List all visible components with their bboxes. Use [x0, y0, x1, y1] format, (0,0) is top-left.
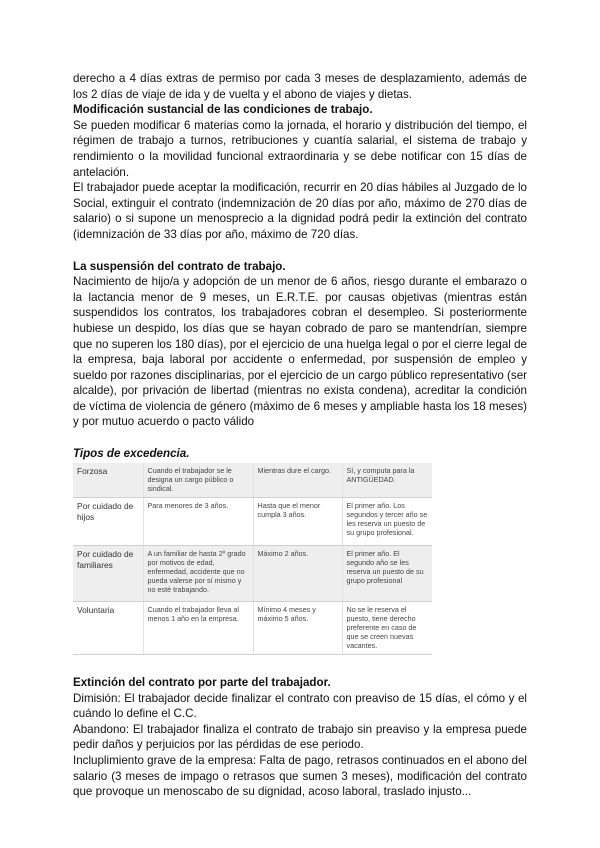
table-cell-reserve: Sí, y computa para la ANTIGÜEDAD.: [342, 463, 432, 498]
modificacion-paragraph-2: El trabajador puede aceptar la modificación, recurrir en 20 días hábiles al Juzgado de lo Social, extinguir el contrato (indemnización de 20 días por año, máximo de 270 días de salario) o si supone un menosprecio a la dignidad podrá pedir la extinción del contrato (idemnización de 33 días por año, máximo de 720 días.: [73, 181, 527, 241]
table-row: [73, 463, 432, 498]
table-cell-condition: Cuando el trabajador se le designa un cargo público o sindical.: [143, 463, 253, 498]
extincion-abandono: Abandono: El trabajador finaliza el contrato de trabajo sin preaviso y la empresa puede pedir daños y perjuicios por las pérdidas de ese periodo.: [73, 722, 527, 752]
table-cell-reserve: No se le reserva el puesto, tiene derecho preferente en caso de que se creen nuevas vacantes.: [342, 602, 432, 655]
suspension-heading: La suspensión del contrato de trabajo.: [73, 259, 286, 273]
table-cell-type: Por cuidado de familiares: [73, 546, 143, 602]
modificacion-heading: Modificación sustancial de las condiciones de trabajo.: [73, 103, 373, 117]
excedencia-table: [73, 463, 432, 655]
table-cell-reserve: El primer año. Los segundos y tercer año se les reserva un puesto de su grupo profesional.: [342, 498, 432, 546]
extincion-heading: Extinción del contrato por parte del trabajador.: [73, 676, 331, 690]
table-cell-reserve: El primer año. El segundo año se les reserva un puesto de su grupo profesional: [342, 546, 432, 602]
intro-paragraph: derecho a 4 días extras de permiso por cada 3 meses de desplazamiento, además de los 2 días de viaje de ida y de vuelta y el abono de viajes y dietas.: [73, 72, 527, 101]
table-cell-duration: Hasta que el menor cumpla 3 años.: [253, 498, 342, 546]
suspension-paragraph: Nacimiento de hijo/a y adopción de un menor de 6 años, riesgo durante el embarazo o la lactancia menor de 9 meses, un E.R.T.E. por causas objetivas (mientras están suspendidos los contratos, los trabajadores cobran el desempleo. Si posteriormente hubiese un despido, los días que se hayan cobrado de paro se mantendrían, siempre que no superen los 180 días), por el ejercicio de una huelga legal o por el cierre legal de la empresa, baja laboral por accidente o enfermedad, por suspensión de empleo y sueldo por razones disciplinarias, por el ejercicio de un cargo público representativo (ser alcalde), por privación de libertad (mientras no exista condena), acreditar la condición de víctima de violencia de género (máximo de 6 meses y ampliable hasta los 18 meses) y por mutuo acuerdo o pacto válido: [73, 275, 527, 429]
table-cell-type: Forzosa: [73, 463, 143, 498]
table-cell-condition: Cuando el trabajador lleva al menos 1 año en la empresa.: [143, 602, 253, 655]
table-row: [73, 498, 432, 546]
table-cell-condition: Para menores de 3 años.: [143, 498, 253, 546]
table-cell-duration: Mínimo 4 meses y máximo 5 años.: [253, 602, 342, 655]
extincion-dimision: Dimisión: El trabajador decide finalizar el contrato con preaviso de 15 días, el cómo y el cuándo lo define el C.C.: [73, 691, 527, 721]
table-cell-duration: Mientras dure el cargo.: [253, 463, 342, 498]
table-cell-type: Voluntaria: [73, 602, 143, 655]
table-row: [73, 602, 432, 655]
table-cell-condition: A un familiar de hasta 2º grado por motivos de edad, enfermedad, accidente que no pueda valerse por sí mismo y no esté trabajando.: [143, 546, 253, 602]
excedencia-title: Tipos de excedencia.: [73, 447, 190, 461]
extincion-incumplimiento: Incluplimiento grave de la empresa: Falta de pago, retrasos continuados en el abono del salario (3 meses de impago o retrasos que sumen 3 meses), modificación del contrato que provoque un menoscabo de su dignidad, acoso laboral, traslado injusto...: [73, 754, 527, 799]
table-cell-type: Por cuidado de hijos: [73, 498, 143, 546]
table-cell-duration: Máximo 2 años.: [253, 546, 342, 602]
table-row: [73, 546, 432, 602]
modificacion-paragraph-1: Se pueden modificar 6 materias como la jornada, el horario y distribución del tiempo, el régimen de trabajo a turnos, retribuciones y cuantía salarial, el sistema de trabajo y rendimiento o la movilidad funcional extraordinaria y se debe notificar con 15 días de antelación.: [73, 118, 527, 179]
